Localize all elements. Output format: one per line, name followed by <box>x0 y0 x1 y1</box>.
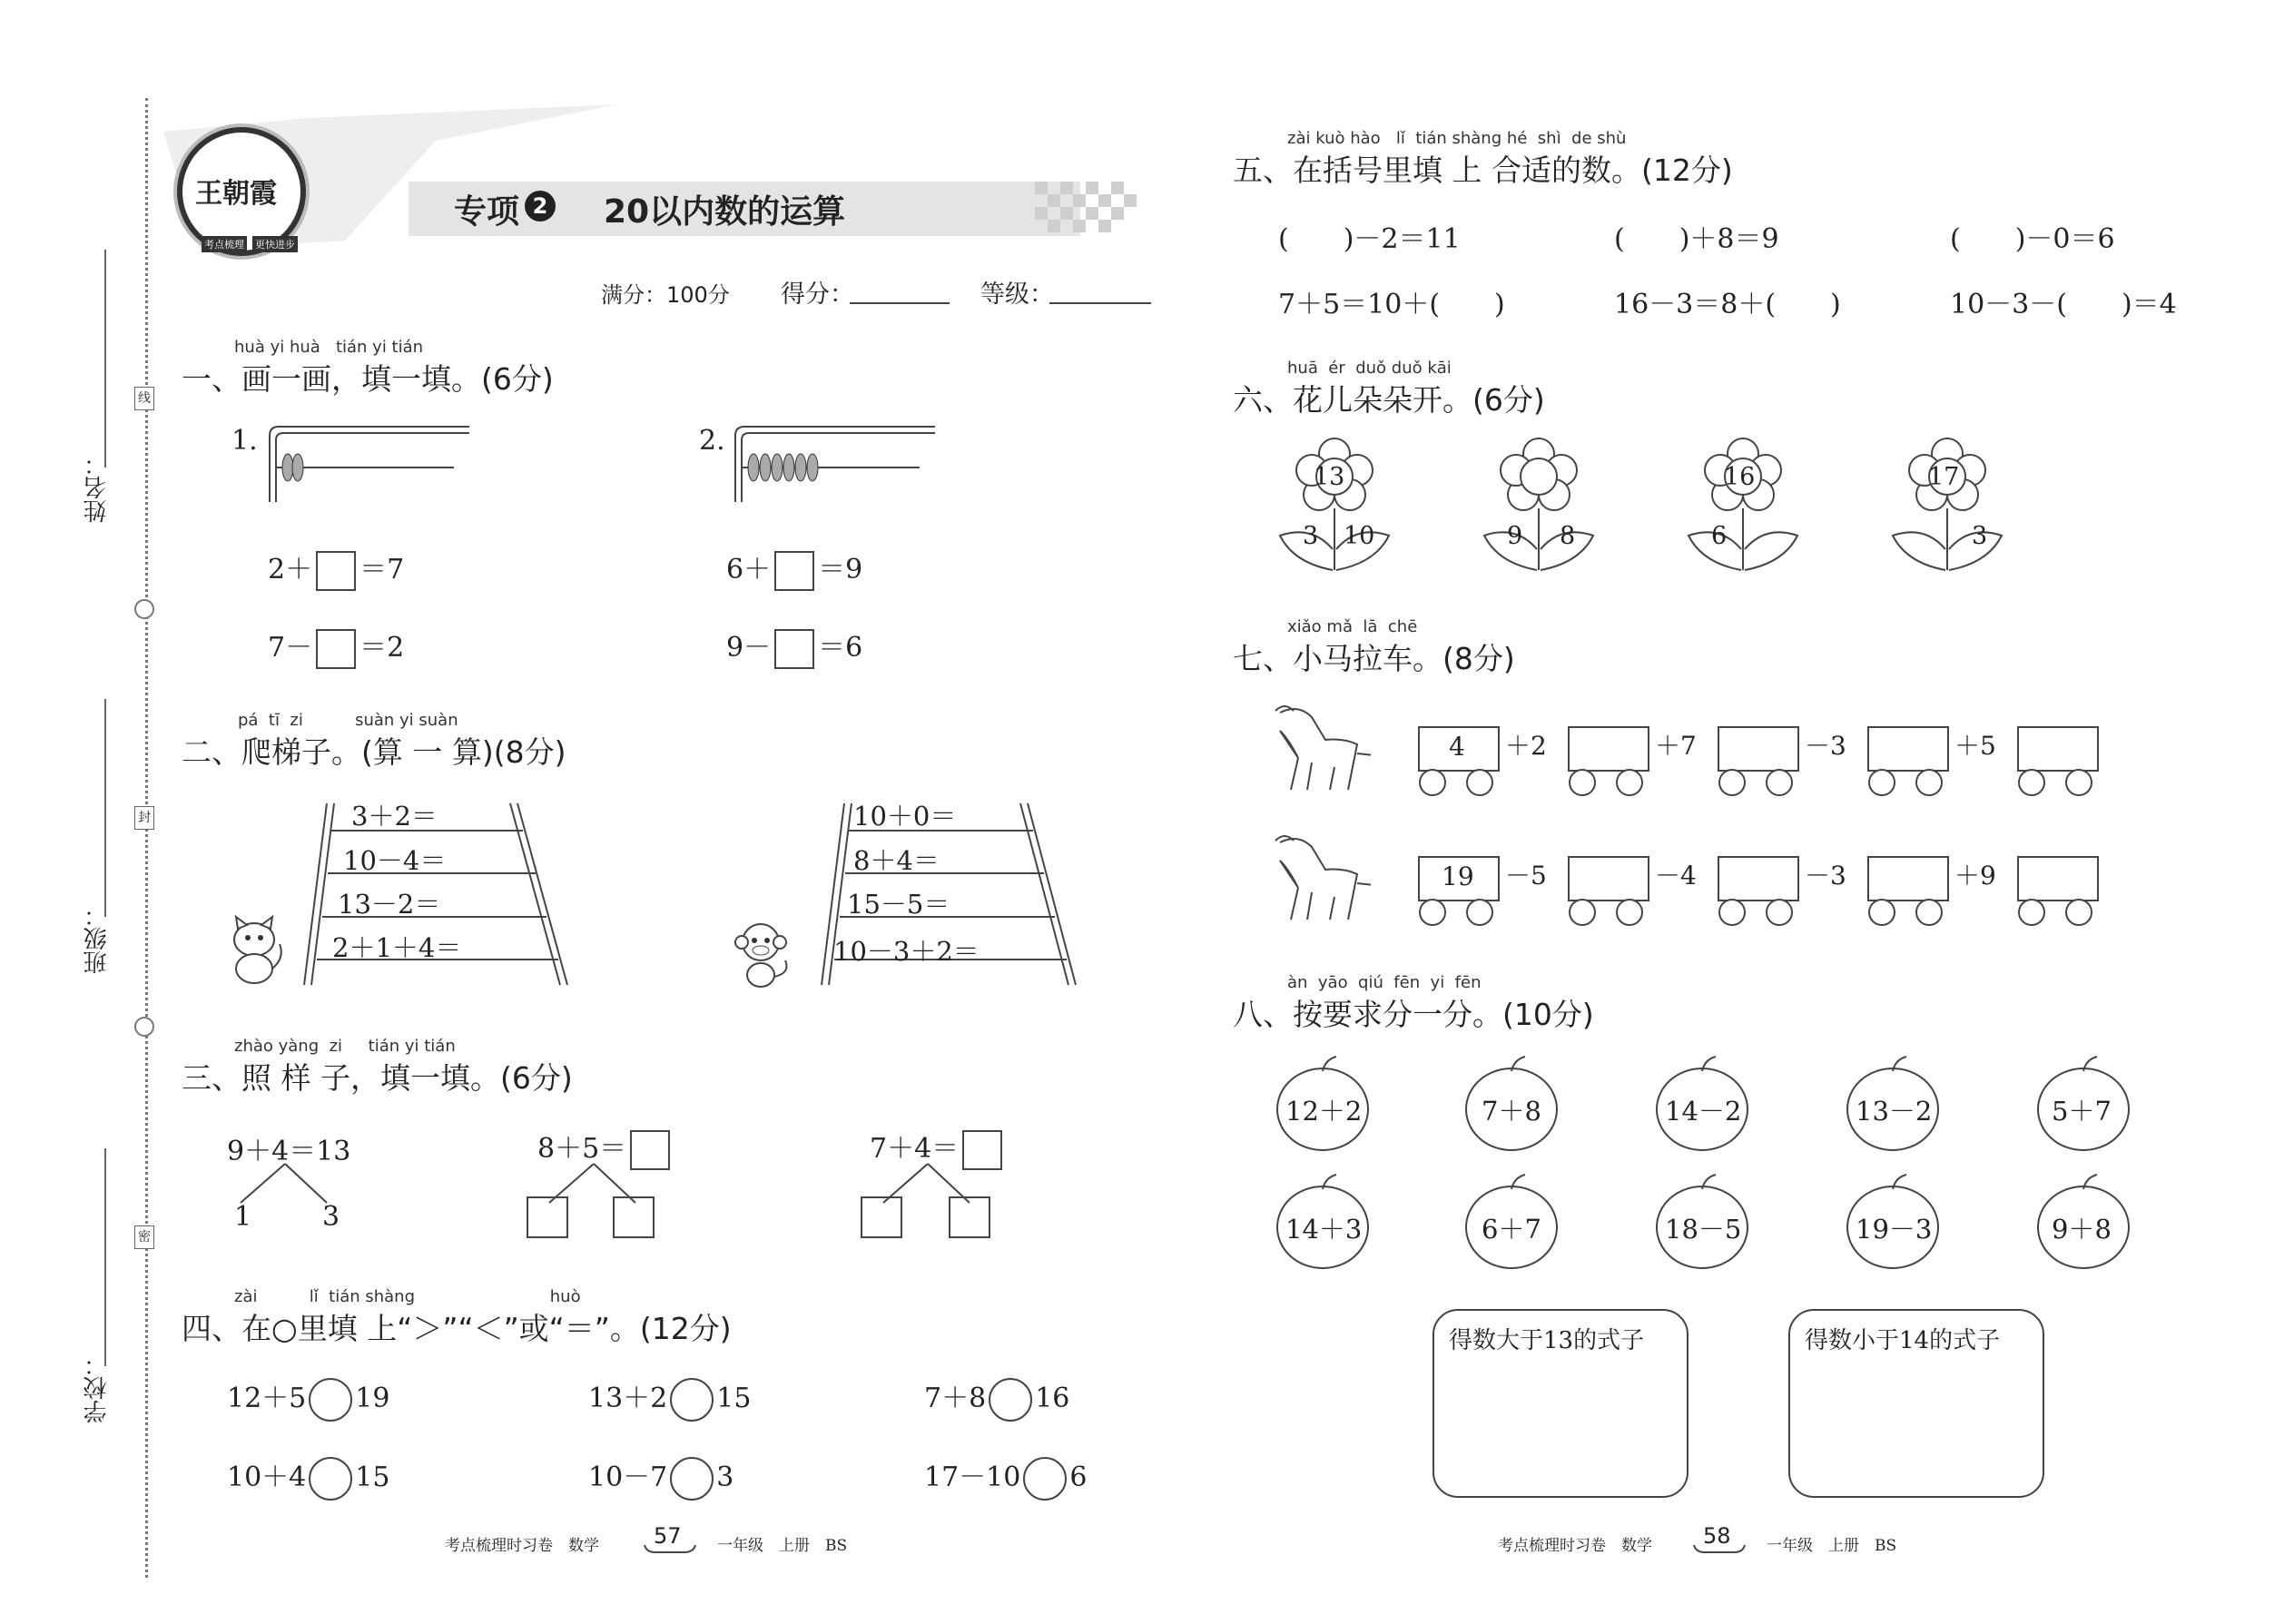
wheels-row <box>1416 898 2106 930</box>
s1-eq-2-right: ＝2 <box>359 632 405 664</box>
flower4-right: 3 <box>1972 522 1988 550</box>
answer-box[interactable] <box>774 551 814 591</box>
wagon[interactable] <box>1568 856 1649 901</box>
s3-example-left: 1 <box>234 1201 252 1233</box>
s6-pinyin: huā ér duǒ duǒ kāi <box>1287 359 1452 378</box>
apple-expr: 5＋7 <box>2052 1096 2112 1127</box>
s2-title: 二、爬梯子。(算 一 算)(8分) <box>182 734 566 770</box>
flower1-left: 3 <box>1303 522 1319 550</box>
train1-op-2: ＋7 <box>1655 731 1697 761</box>
monkey-icon <box>731 917 794 989</box>
s3-pinyin: zhào yàng zi tián yi tián <box>234 1037 456 1056</box>
score-field[interactable] <box>850 302 950 304</box>
s1-title: 一、画一画，填一填。(6分) <box>182 361 554 397</box>
abacus-2 <box>733 422 938 504</box>
ladder1-rung-1: 3＋2＝ <box>351 801 438 832</box>
s4-item-2-right: 15 <box>716 1383 752 1414</box>
footer-right-grade: 一年级 上册 BS <box>1767 1537 1897 1555</box>
s1-eq-4-left: 9－ <box>726 632 772 664</box>
s1-pinyin: huà yi huà tián yi tián <box>234 338 424 357</box>
s4-item-5-right: 3 <box>716 1462 734 1493</box>
footer-left-text: 考点梳理时习卷 数学 <box>445 1537 599 1555</box>
full-score: 满分：100分 <box>601 282 730 308</box>
ladder1-rung-2: 10－4＝ <box>343 845 447 876</box>
train2-op-3: －3 <box>1805 861 1846 891</box>
cat-icon <box>225 912 289 985</box>
s4-title: 四、在○里填 上“＞”“＜”或“＝”。(12分) <box>182 1311 732 1346</box>
s5-r1-2: ( )＋8＝9 <box>1614 223 1779 255</box>
s5-r2-2: 16－3＝8＋( ) <box>1614 289 1841 320</box>
s8-pinyin: àn yāo qiú fēn yi fēn <box>1287 973 1482 992</box>
wagon[interactable] <box>2017 726 2099 772</box>
split-box-right[interactable] <box>613 1196 655 1238</box>
s6-title: 六、花儿朵朵开。(6分) <box>1233 382 1545 418</box>
s1-eq-3-right: ＝9 <box>818 554 863 586</box>
ladder2-rung-4: 10－3＋2＝ <box>833 936 980 967</box>
s7-pinyin: xiǎo mǎ lā chē <box>1287 617 1418 636</box>
flower3-top: 16 <box>1724 463 1756 491</box>
compare-circle[interactable] <box>989 1378 1032 1422</box>
ladder2-rung-1: 10＋0＝ <box>853 801 957 832</box>
apple-expr: 13－2 <box>1856 1096 1933 1127</box>
s1-eq-3 <box>726 546 862 591</box>
apple-expr: 7＋8 <box>1482 1096 1541 1127</box>
train2-op-1: －5 <box>1505 861 1547 891</box>
answer-box[interactable] <box>316 629 356 669</box>
apple-expr: 14－2 <box>1665 1096 1742 1127</box>
wagon[interactable] <box>1718 726 1799 772</box>
wagon[interactable] <box>2017 856 2099 901</box>
s1-eq-1-right: ＝7 <box>359 554 405 586</box>
s4-item-2-left: 13＋2 <box>588 1383 668 1414</box>
footer-right-text: 考点梳理时习卷 数学 <box>1498 1537 1652 1555</box>
apple-expr: 14＋3 <box>1285 1214 1363 1245</box>
split-box-right[interactable] <box>949 1196 990 1238</box>
train1-start: 4 <box>1449 732 1465 762</box>
s1-eq-1-left: 2＋ <box>268 554 313 586</box>
s4-item-3-right: 16 <box>1035 1383 1070 1414</box>
wagon[interactable] <box>1867 856 1949 901</box>
s1-eq-3-left: 6＋ <box>726 554 772 586</box>
s3-example-eq: 9＋4＝13 <box>227 1136 351 1167</box>
header-banner <box>163 104 1171 259</box>
train1-op-3: －3 <box>1805 731 1846 761</box>
train2-start: 19 <box>1442 861 1474 891</box>
s4-item-2 <box>588 1375 751 1422</box>
s3-q1-eq: 8＋5＝ <box>537 1133 627 1165</box>
s4-item-4-left: 10＋4 <box>227 1462 307 1493</box>
apple-expr: 6＋7 <box>1482 1214 1541 1245</box>
s3-q2-eq: 7＋4＝ <box>870 1133 960 1165</box>
s5-r1-3: ( )－0＝6 <box>1950 223 2115 255</box>
s5-pinyin: zài kuò hào lǐ tián shàng hé shì de shù <box>1287 129 1627 148</box>
compare-circle[interactable] <box>309 1457 352 1501</box>
flower-icon <box>1888 436 2006 572</box>
compare-circle[interactable] <box>1023 1457 1067 1501</box>
s5-title: 五、在括号里填 上 合适的数。(12分) <box>1233 153 1733 188</box>
s4-item-4-right: 15 <box>355 1462 390 1493</box>
s5-r2-1: 7＋5＝10＋( ) <box>1278 289 1505 320</box>
train1-op-1: ＋2 <box>1505 731 1547 761</box>
page-number-left-bracket <box>643 1543 697 1556</box>
s1-eq-1 <box>268 546 404 591</box>
logo-text: 王朝霞 <box>195 178 277 210</box>
compare-circle[interactable] <box>670 1457 714 1501</box>
s4-item-1-left: 12＋5 <box>227 1383 307 1414</box>
s4-item-1-right: 19 <box>355 1383 390 1414</box>
s3-example-right: 3 <box>322 1201 340 1233</box>
flower2-right: 8 <box>1560 522 1576 550</box>
flower1-top: 13 <box>1314 463 1345 491</box>
flower3-left: 6 <box>1711 522 1728 550</box>
margin-line-3 <box>104 1148 106 1366</box>
compare-circle[interactable] <box>309 1378 352 1422</box>
s4-item-6 <box>924 1454 1087 1501</box>
s1-eq-4-right: ＝6 <box>818 632 863 664</box>
s1-item2-num: 2. <box>699 425 725 457</box>
s1-eq-2 <box>268 625 404 669</box>
sort-box-greater-label: 得数大于13的式子 <box>1449 1327 1645 1354</box>
ladder1-rung-3: 13－2＝ <box>338 889 441 920</box>
horse-icon <box>1271 833 1371 924</box>
s4-item-3 <box>924 1375 1069 1422</box>
apple-expr: 19－3 <box>1856 1214 1933 1245</box>
topic-number-badge: 2 <box>525 191 556 221</box>
flower1-right: 10 <box>1344 522 1375 550</box>
horse-icon <box>1271 704 1371 794</box>
s5-r2-3: 10－3－( )＝4 <box>1950 289 2177 320</box>
margin-line-1 <box>104 250 106 468</box>
answer-box[interactable] <box>316 551 356 591</box>
seal-seal: 封 <box>134 806 154 830</box>
logo-sub-1: 考点梳理 <box>202 236 247 252</box>
spiral-icon <box>134 599 154 619</box>
page-number-right: 58 <box>1703 1523 1731 1549</box>
logo-sub-2: 更快进步 <box>252 236 298 252</box>
school-label: 学校： <box>84 1353 111 1423</box>
s4-item-5-left: 10－7 <box>588 1462 668 1493</box>
binding-dotted-line <box>145 98 148 1578</box>
s4-item-6-left: 17－10 <box>924 1462 1021 1493</box>
apple-expr: 9＋8 <box>2052 1214 2112 1245</box>
grade-field[interactable] <box>1049 302 1151 304</box>
ladder2-rung-2: 8＋4＝ <box>853 845 940 876</box>
flower-icon <box>1275 436 1393 572</box>
s2-pinyin: pá tī zi suàn yi suàn <box>238 711 458 730</box>
page-number-right-bracket <box>1692 1543 1747 1556</box>
seal-line: 线 <box>134 387 154 410</box>
s8-title: 八、按要求分一分。(10分) <box>1233 997 1594 1032</box>
spiral-icon <box>134 1017 154 1037</box>
flower4-top: 17 <box>1928 463 1960 491</box>
s1-item1-num: 1. <box>231 425 258 457</box>
name-label: 姓名： <box>84 452 111 523</box>
s4-pinyin: zài lǐ tián shàng huò <box>234 1287 581 1306</box>
page-number-left: 57 <box>654 1523 682 1549</box>
flower-icon <box>1480 436 1598 572</box>
s4-item-3-left: 7＋8 <box>924 1383 987 1414</box>
train2-op-2: －4 <box>1655 861 1697 891</box>
s3-title: 三、照 样 子，填一填。(6分) <box>182 1060 573 1096</box>
topic-label: 专项 <box>454 193 520 231</box>
flower2-left: 9 <box>1507 522 1523 550</box>
wagon[interactable] <box>1718 856 1799 901</box>
grade-label: 等级： <box>980 281 1054 309</box>
ladder1-rung-4: 2＋1＋4＝ <box>332 932 462 963</box>
split-box-left[interactable] <box>527 1196 568 1238</box>
footer-left-grade: 一年级 上册 BS <box>717 1537 848 1555</box>
wheels-row <box>1416 768 2106 801</box>
answer-box[interactable] <box>774 629 814 669</box>
wagon[interactable] <box>1568 726 1649 772</box>
split-box-left[interactable] <box>861 1196 902 1238</box>
s7-title: 七、小马拉车。(8分) <box>1233 641 1515 676</box>
seal-secret: 密 <box>134 1225 154 1249</box>
s4-item-5 <box>588 1454 733 1501</box>
s4-item-1 <box>227 1375 389 1422</box>
train2-op-4: ＋9 <box>1954 861 1996 891</box>
flower-icon <box>1684 436 1802 572</box>
apple-expr: 12＋2 <box>1285 1096 1363 1127</box>
s4-item-4 <box>227 1454 389 1501</box>
wagon[interactable] <box>1867 726 1949 772</box>
abacus-1 <box>268 422 472 504</box>
ladder2-rung-3: 15－5＝ <box>847 889 950 920</box>
compare-circle[interactable] <box>670 1378 714 1422</box>
s1-eq-4 <box>726 625 862 669</box>
s4-item-6-right: 6 <box>1069 1462 1088 1493</box>
apple-expr: 18－5 <box>1665 1214 1742 1245</box>
topic-title: 20以内数的运算 <box>604 193 846 231</box>
s1-eq-2-left: 7－ <box>268 632 313 664</box>
s5-r1-1: ( )－2＝11 <box>1278 223 1461 255</box>
margin-line-2 <box>104 699 106 917</box>
sort-box-less-label: 得数小于14的式子 <box>1805 1327 2001 1354</box>
score-label: 得分： <box>781 281 854 309</box>
class-label: 班级： <box>84 903 111 974</box>
train1-op-4: ＋5 <box>1954 731 1996 761</box>
